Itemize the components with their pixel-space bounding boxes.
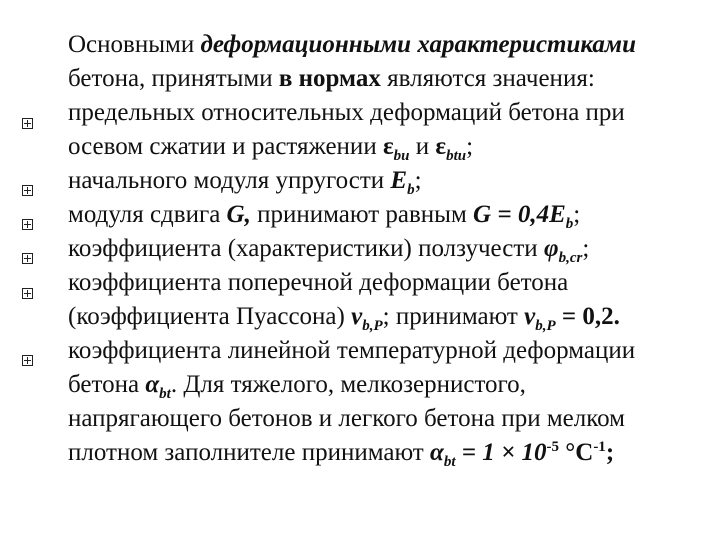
superscript: -1 <box>593 439 606 455</box>
modulus-symbol: E <box>390 167 408 194</box>
text: ; <box>582 235 590 262</box>
text: модуля сдвига <box>68 201 227 228</box>
alpha-symbol: α <box>429 439 444 466</box>
text: коэффициента поперечной деформации бетона <box>68 269 569 296</box>
subscript: bt <box>443 454 456 470</box>
subscript: b <box>565 216 574 232</box>
bullet-3-icon <box>22 219 33 230</box>
text: . Для тяжелого, мелкозернистого, <box>170 371 526 398</box>
text: ; <box>466 133 474 160</box>
text: (коэффициента Пуассона) <box>68 303 352 330</box>
text: напрягающего бетонов и легкого бетона при мелком <box>68 405 625 432</box>
superscript: -5 <box>546 439 559 455</box>
item-2 <box>68 164 422 198</box>
emphasis-text: деформационными характеристиками <box>200 31 636 58</box>
formula: = 1 × 10 <box>455 439 547 466</box>
phi-symbol: φ <box>543 235 559 262</box>
text: осевом сжатии и растяжении <box>68 133 383 160</box>
bullet-2-icon <box>22 185 33 196</box>
intro-line-1 <box>68 28 636 62</box>
item-6-line-1 <box>68 334 635 368</box>
text: ; <box>605 439 615 466</box>
text: предельных относительных деформаций бетона при <box>68 99 625 126</box>
item-4 <box>68 232 589 266</box>
poisson-symbol: v <box>524 303 536 330</box>
item-5-line-2 <box>68 300 620 334</box>
text: начального модуля упругости <box>68 167 391 194</box>
bullet-6-icon <box>22 355 33 366</box>
subscript: btu <box>446 148 467 164</box>
text: коэффициента (характеристики) ползучести <box>68 235 544 262</box>
unit-text: °C <box>559 439 594 466</box>
subscript: bt <box>159 386 171 402</box>
item-5-line-1 <box>68 266 568 300</box>
text: бетона, принятыми <box>68 65 279 92</box>
text: ; <box>573 201 581 228</box>
formula: G = 0,4E <box>473 201 566 228</box>
bullet-1-icon <box>22 118 33 129</box>
item-1-line-1 <box>68 96 625 130</box>
text: являются значения: <box>380 65 595 92</box>
item-1-line-2 <box>68 130 473 164</box>
shear-modulus-symbol: G, <box>226 201 251 228</box>
item-6-line-4 <box>68 436 614 470</box>
epsilon-symbol: ε <box>382 133 394 160</box>
text: коэффициента линейной температурной деформации <box>68 337 636 364</box>
bold-text: в нормах <box>278 65 381 92</box>
subscript: b,cr <box>558 250 583 266</box>
item-6-line-2 <box>68 368 526 402</box>
text: плотном заполнителе принимают <box>68 439 430 466</box>
subscript: bu <box>393 148 410 164</box>
text: ; принимают <box>382 303 525 330</box>
epsilon-symbol: ε <box>435 133 447 160</box>
text: бетона <box>68 371 146 398</box>
text: и <box>409 133 436 160</box>
text: принимают равным <box>250 201 474 228</box>
subscript: b,P <box>362 318 383 334</box>
alpha-symbol: α <box>145 371 160 398</box>
subscript: b <box>407 182 415 198</box>
value-text: = 0,2. <box>555 303 620 330</box>
text: Основными <box>68 31 201 58</box>
item-3 <box>68 198 580 232</box>
subscript: b,P <box>535 318 556 334</box>
text: ; <box>414 167 422 194</box>
item-6-line-3 <box>68 402 625 436</box>
poisson-symbol: v <box>351 303 363 330</box>
bullet-4-icon <box>22 253 33 264</box>
bullet-5-icon <box>22 288 33 299</box>
intro-line-2 <box>68 62 595 96</box>
